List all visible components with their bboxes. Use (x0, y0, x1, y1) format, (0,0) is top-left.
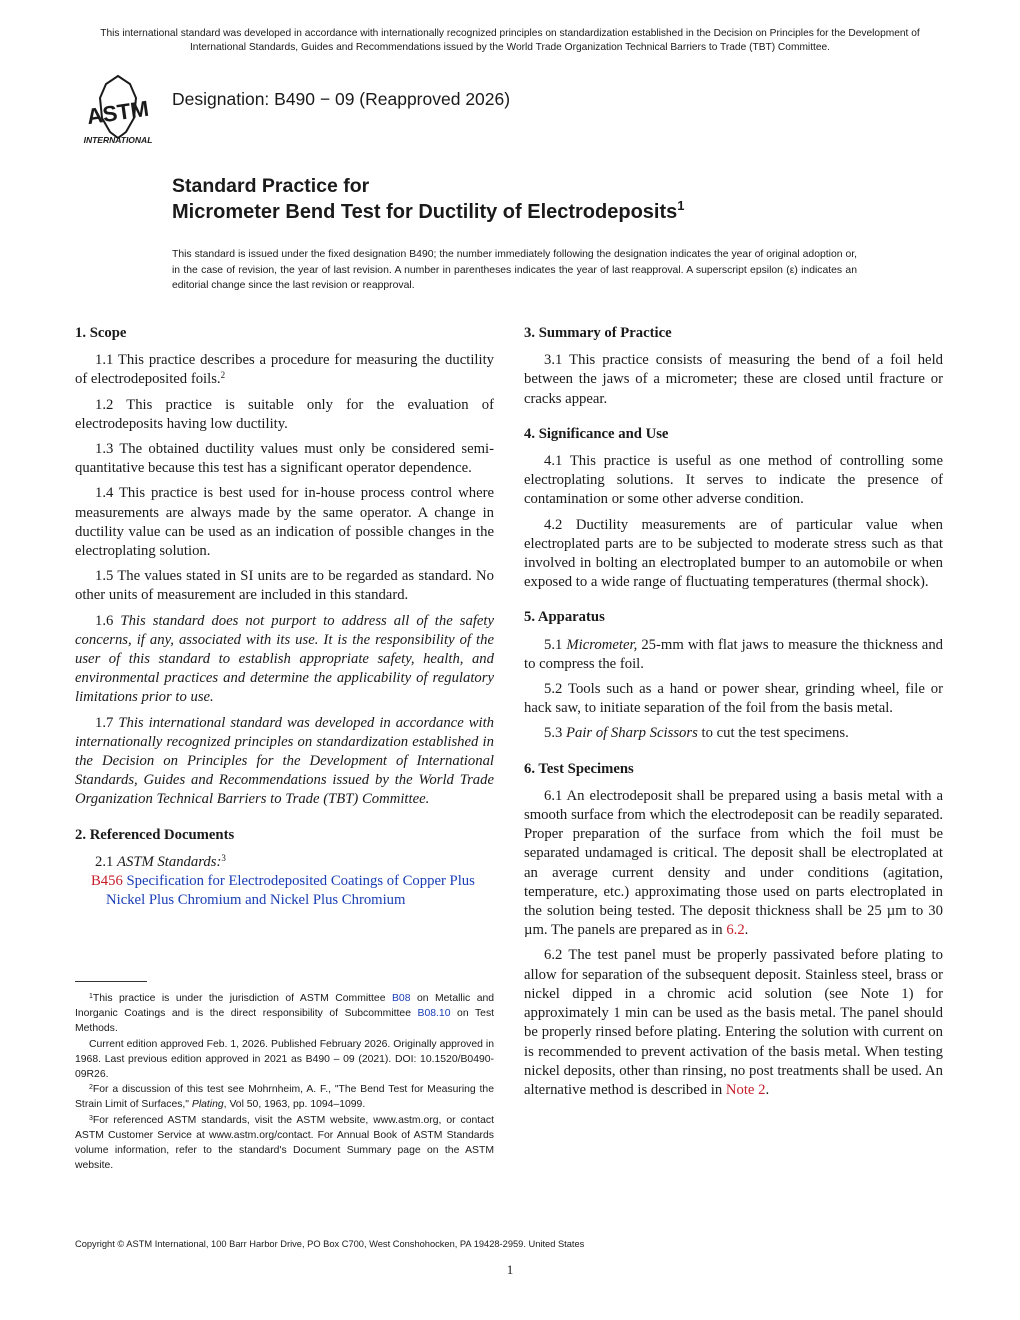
footnote: Current edition approved Feb. 1, 2026. Published February 2026. Originally approved in 1968. Last previous edition approved in 2021 as B490 – 09 (2021). DOI: 10.1520/B0490-09R26. (75, 1038, 494, 1081)
paragraph: 4.2 Ductility measurements are of particular value when electroplated parts are to be subjected to moderate stress such as that involved in bolting an electroplated bumper to an automobile or when exposed to a wide range of fluctuating temperatures (thermal shock). (524, 516, 943, 591)
punctuation: . (744, 922, 749, 939)
right-column (524, 324, 943, 1106)
paragraph (524, 787, 943, 941)
designation: Designation: B490 − 09 (Reapproved 2026) (172, 89, 511, 109)
copyright: Copyright © ASTM International, 100 Barr Harbor Drive, PO Box C700, West Conshohocken, PA 19428-2959. United States (75, 1239, 585, 1249)
footnote-text: on Test Methods. (75, 1008, 495, 1035)
section-heading: 6. Test Specimens (524, 760, 634, 777)
committee-link[interactable]: B08 (391, 993, 411, 1004)
paragraph (75, 612, 494, 708)
paragraph-number: 5.1 (544, 636, 563, 653)
paragraph (75, 853, 494, 872)
reference-title-link[interactable]: Specification for Electrodeposited Coatings of Copper Plus Nickel Plus Chromium and Nickel Plus Chromium (106, 873, 475, 909)
footnote-mark: 2 (89, 1084, 93, 1092)
paragraph: 1.2 This practice is suitable only for the evaluation of electrodeposits having low ductility. (75, 396, 494, 432)
astm-logo-graphic (74, 74, 162, 146)
footnote (75, 991, 494, 1037)
paragraph-number: 1.7 (95, 714, 114, 731)
logo-letters: ASTM (85, 95, 151, 130)
paragraph-text: 1.1 This practice describes a procedure for measuring the ductility of electrodeposited foils. (75, 352, 494, 388)
paragraph-number: 5.3 (544, 725, 563, 742)
paragraph-text: 25-mm with flat jaws to measure the thickness and to compress the foil. (524, 636, 944, 672)
footnote-mark: 3 (221, 852, 226, 863)
paragraph-number: 1.6 (95, 612, 114, 629)
referenced-document[interactable] (75, 872, 494, 910)
paragraph: 1.5 The values stated in SI units are to be regarded as standard. No other units of measurement are included in this standard. (75, 568, 494, 604)
astm-logo (74, 74, 162, 146)
term: Pair of Sharp Scissors (566, 725, 698, 742)
paragraph-text: to cut the test specimens. (701, 725, 849, 742)
footnote (75, 1082, 494, 1112)
title-line-1: Standard Practice for (172, 175, 370, 197)
logo-caption: INTERNATIONAL (83, 135, 153, 145)
paragraph: 3.1 This practice consists of measuring the bend of a foil held between the jaws of a micrometer; these are closed until fracture or cracks appear. (524, 352, 943, 407)
title-line-2 (172, 198, 685, 224)
footnote-text: on Metallic and Inorganic Coatings and is the direct responsibility of Subcommittee (75, 993, 495, 1020)
journal-name: Plating (191, 1099, 224, 1111)
paragraph-text: This standard does not purport to address all of the safety concerns, if any, associated with its use. It is the responsibility of the user of this standard to establish appropriate safety, health, and environmental practices and determine the applicability of regulatory limitations prior to use. (75, 612, 495, 706)
footnote-text: This practice is under the jurisdiction of ASTM Committee (92, 993, 386, 1004)
page-number: 1 (506, 1262, 514, 1277)
title-footnote-mark: 1 (677, 198, 685, 213)
footnotes (75, 991, 494, 1173)
paragraph (75, 351, 494, 389)
paragraph (524, 724, 943, 743)
footnote-text: For referenced ASTM standards, visit the ASTM website, www.astm.org, or contact ASTM Customer Service at www.astm.org/contact. For Annual Book of ASTM Standards volume information, refer to the standard's Document Summary page on the ASTM website. (75, 1114, 494, 1172)
footnote-mark: 2 (220, 370, 226, 381)
section-heading: 1. Scope (75, 325, 127, 341)
footnote (75, 1113, 494, 1174)
cross-reference-link[interactable]: Note 2 (725, 1081, 766, 1098)
footnote-mark: 3 (89, 1114, 93, 1122)
paragraph: 5.2 Tools such as a hand or power shear, grinding wheel, file or hack saw, to initiate separation of the foil from the basis metal. (524, 681, 943, 717)
paragraph: 4.1 This practice is useful as one method of controlling some electroplating solutions. It serves to indicate the presence of contamination or some other adverse condition. (524, 453, 943, 508)
footnote-text: For a discussion of this test see Mohrnheim, A. F., "The Bend Test for Measuring the Strain Limit of Surfaces," (75, 1084, 494, 1111)
paragraph (524, 946, 943, 1100)
section-heading: 5. Apparatus (524, 609, 605, 626)
paragraph-text: 6.1 An electrodeposit shall be prepared using a basis metal with a smooth surface from which the electrodeposit can be readily separated. Proper preparation of the surface from which the foil must be separated undamaged is critical. The deposit shall be electroplated at an average current density and under conditions (agitation, temperature, etc.) approximating those used on parts electroplated in the solution being tested. The deposit thickness shall be 25 µm to 30 µm. The panels are prepared as in (524, 787, 943, 939)
left-column (75, 324, 494, 910)
paragraph-text: This international standard was developed in accordance with internationally recognized principles on standardization established in the Decision on Principles for the Development of International Standards, Guides and Recommendations issued by the World Trade Organization Technical Barriers to Trade (TBT) Committee. (75, 714, 494, 808)
footnote-divider (75, 981, 147, 982)
section-heading: 2. Referenced Documents (75, 826, 235, 843)
title-text: Micrometer Bend Test for Ductility of Electrodeposits (172, 201, 678, 223)
section-heading: 3. Summary of Practice (524, 325, 672, 341)
paragraph-text: ASTM Standards: (117, 853, 222, 870)
reference-code-link[interactable]: B456 (91, 873, 123, 890)
section-heading: 4. Significance and Use (524, 425, 669, 442)
subcommittee-link[interactable]: B08.10 (417, 1008, 451, 1020)
paragraph: 1.3 The obtained ductility values must only be considered semi-quantitative because this test has a significant operator dependence. (75, 441, 494, 477)
paragraph (524, 636, 943, 674)
wto-notice: This international standard was developed in accordance with internationally recognized principles on standardization established in the Decision on Principles for the Development of International Standards, Guides and Recommendations issued by the World Trade Organization Technical Barriers to Trade (TBT) Committee. (100, 28, 920, 53)
footnote-mark: 1 (89, 993, 93, 1000)
punctuation: . (765, 1081, 770, 1098)
term: Micrometer, (566, 636, 638, 653)
footnote-text: , Vol 50, 1963, pp. 1094–1099. (223, 1099, 366, 1111)
paragraph: 1.4 This practice is best used for in-house process control where measurements are always made by the same operator. A change in ductility value can be used as an indication of possible changes in the electroplating solution. (75, 485, 494, 560)
paragraph-number: 2.1 (95, 853, 114, 870)
cross-reference-link[interactable]: 6.2 (726, 922, 745, 939)
paragraph-text: 6.2 The test panel must be properly passivated before plating to allow for separation of the subsequent deposit. Stainless steel, brass or nickel dipped in a chromic acid solution (see Note 1) for approximately 1 min can be used as the basis metal. The panel should be properly rinsed before plating. Entering the solution with current on is recommended to prevent activation of the basis metal. When testing nickel deposits, other than rinsing, no post treatments shall be used. An alternative method is described in (524, 947, 943, 1098)
paragraph (75, 714, 494, 810)
issuance-note: This standard is issued under the fixed designation B490; the number immediately following the designation indicates the year of original adoption or, in the case of revision, the year of last revision. A number in parentheses indicates the year of last reapproval. A superscript epsilon (ε) indicates an editorial change since the last revision or reapproval. (172, 249, 857, 291)
